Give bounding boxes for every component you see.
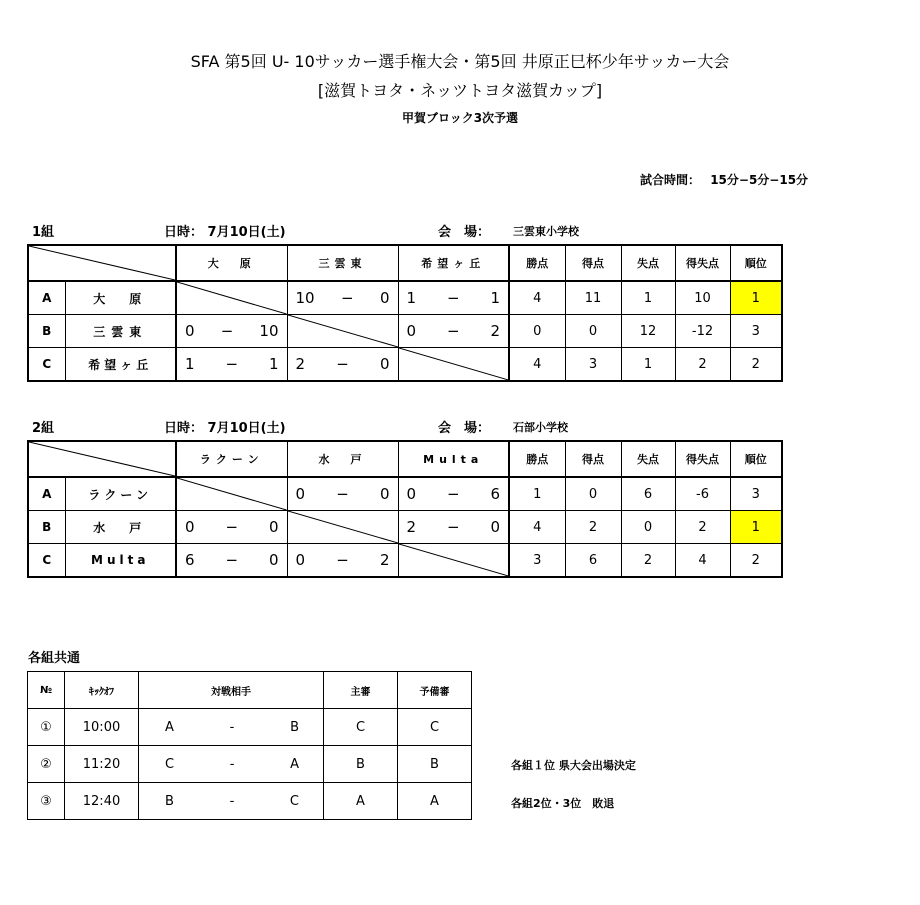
score-cell: 10 − 0 <box>287 281 398 315</box>
col-kickoff: ｷｯｸｵﾌ <box>65 672 139 709</box>
col-gf: 得点 <box>565 441 621 477</box>
note-advance: 各組１位 県大会出場決定 <box>511 759 636 772</box>
col-team-c: Multa <box>398 441 509 477</box>
table-row <box>28 348 782 382</box>
match-no: ③ <box>28 783 65 820</box>
team-letter: C <box>28 348 65 382</box>
points-cell: 4 <box>509 348 565 382</box>
ga-cell: 12 <box>621 315 675 348</box>
group-1-name: 1組 <box>32 225 55 240</box>
group-2-name: 2組 <box>32 421 55 436</box>
group-1-venue: 三雲東小学校 <box>513 225 579 238</box>
gd-cell: 2 <box>675 348 730 382</box>
ga-cell: 0 <box>621 511 675 544</box>
referee: A <box>324 783 398 820</box>
points-cell: 3 <box>509 544 565 578</box>
match-no: ① <box>28 709 65 746</box>
match-pair: B - C <box>139 783 324 820</box>
table-row <box>28 544 782 578</box>
gf-cell: 2 <box>565 511 621 544</box>
col-team-c: 希望ヶ丘 <box>398 245 509 281</box>
col-referee: 主審 <box>324 672 398 709</box>
table-row <box>28 511 782 544</box>
kickoff-time: 11:20 <box>65 746 139 783</box>
table-row <box>28 315 782 348</box>
points-cell: 4 <box>509 511 565 544</box>
diag-cell <box>287 511 398 544</box>
referee: C <box>324 709 398 746</box>
score-cell: 1 − 1 <box>398 281 509 315</box>
gf-cell: 0 <box>565 477 621 511</box>
col-points: 勝点 <box>509 441 565 477</box>
col-gf: 得点 <box>565 245 621 281</box>
gd-cell: 10 <box>675 281 730 315</box>
team-letter: A <box>28 477 65 511</box>
team-letter: C <box>28 544 65 578</box>
schedule-row <box>28 783 472 820</box>
corner-cell <box>28 441 176 477</box>
tournament-title: SFA 第5回 U- 10サッカー選手権大会・第5回 井原正巳杯少年サッカー大会 <box>190 52 730 71</box>
match-pair: C - A <box>139 746 324 783</box>
col-gd: 得失点 <box>675 245 730 281</box>
rank-cell: 2 <box>730 544 782 578</box>
col-rank: 順位 <box>730 245 782 281</box>
diag-cell <box>176 477 287 511</box>
ga-cell: 1 <box>621 348 675 382</box>
col-team-b: 水 戸 <box>287 441 398 477</box>
group-2-venue: 石部小学校 <box>513 421 568 434</box>
col-team-a: 大 原 <box>176 245 287 281</box>
team-letter: A <box>28 281 65 315</box>
referee: B <box>324 746 398 783</box>
rank-cell: 2 <box>730 348 782 382</box>
team-letter: B <box>28 315 65 348</box>
diag-cell <box>398 348 509 382</box>
team-name: ラクーン <box>65 477 176 511</box>
gf-cell: 0 <box>565 315 621 348</box>
score-cell: 0 − 10 <box>176 315 287 348</box>
col-no: № <box>28 672 65 709</box>
score-cell: 2 − 0 <box>398 511 509 544</box>
diag-cell <box>287 315 398 348</box>
group-1-table <box>27 244 783 382</box>
rank-cell: 1 <box>730 511 782 544</box>
rank-cell: 3 <box>730 315 782 348</box>
diag-cell <box>398 544 509 578</box>
team-name: 三雲東 <box>65 315 176 348</box>
reserve-referee: B <box>398 746 472 783</box>
match-pair: A - B <box>139 709 324 746</box>
score-cell: 0 − 2 <box>287 544 398 578</box>
gd-cell: 4 <box>675 544 730 578</box>
match-time: 試合時間： 15分−5分−15分 <box>640 173 809 187</box>
table-row <box>28 477 782 511</box>
ga-cell: 6 <box>621 477 675 511</box>
points-cell: 0 <box>509 315 565 348</box>
col-reserve: 予備審 <box>398 672 472 709</box>
col-match: 対戦相手 <box>139 672 324 709</box>
cup-subtitle: [滋賀トヨタ・ネッツトヨタ滋賀カップ] <box>317 81 603 100</box>
points-cell: 4 <box>509 281 565 315</box>
gd-cell: 2 <box>675 511 730 544</box>
schedule-row <box>28 746 472 783</box>
group-1-venue-label: 会 場： <box>438 225 491 240</box>
team-name: 大 原 <box>65 281 176 315</box>
diag-cell <box>176 281 287 315</box>
corner-cell <box>28 245 176 281</box>
rank-cell: 3 <box>730 477 782 511</box>
score-cell: 2 − 0 <box>287 348 398 382</box>
gf-cell: 3 <box>565 348 621 382</box>
reserve-referee: C <box>398 709 472 746</box>
col-team-b: 三雲東 <box>287 245 398 281</box>
score-cell: 0 − 6 <box>398 477 509 511</box>
team-name: 水 戸 <box>65 511 176 544</box>
score-cell: 0 − 2 <box>398 315 509 348</box>
schedule-row <box>28 709 472 746</box>
block-title: 甲賀ブロック3次予選 <box>401 111 519 125</box>
kickoff-time: 12:40 <box>65 783 139 820</box>
score-cell: 0 − 0 <box>176 511 287 544</box>
team-name: Multa <box>65 544 176 578</box>
group-2-date: 日時： 7月10日(土) <box>164 421 286 436</box>
rank-cell: 1 <box>730 281 782 315</box>
team-name: 希望ヶ丘 <box>65 348 176 382</box>
score-cell: 0 − 0 <box>287 477 398 511</box>
table-row <box>28 281 782 315</box>
points-cell: 1 <box>509 477 565 511</box>
col-gd: 得失点 <box>675 441 730 477</box>
match-no: ② <box>28 746 65 783</box>
score-cell: 6 − 0 <box>176 544 287 578</box>
ga-cell: 1 <box>621 281 675 315</box>
common-title: 各組共通 <box>28 651 81 666</box>
gf-cell: 11 <box>565 281 621 315</box>
gd-cell: -6 <box>675 477 730 511</box>
group-2-venue-label: 会 場： <box>438 421 491 436</box>
schedule-table <box>27 671 472 820</box>
col-ga: 失点 <box>621 441 675 477</box>
note-eliminated: 各組2位・3位 敗退 <box>511 797 615 810</box>
gf-cell: 6 <box>565 544 621 578</box>
col-team-a: ラクーン <box>176 441 287 477</box>
col-points: 勝点 <box>509 245 565 281</box>
group-1-date: 日時： 7月10日(土) <box>164 225 286 240</box>
col-rank: 順位 <box>730 441 782 477</box>
team-letter: B <box>28 511 65 544</box>
kickoff-time: 10:00 <box>65 709 139 746</box>
ga-cell: 2 <box>621 544 675 578</box>
group-2-table <box>27 440 783 578</box>
reserve-referee: A <box>398 783 472 820</box>
col-ga: 失点 <box>621 245 675 281</box>
gd-cell: -12 <box>675 315 730 348</box>
score-cell: 1 − 1 <box>176 348 287 382</box>
